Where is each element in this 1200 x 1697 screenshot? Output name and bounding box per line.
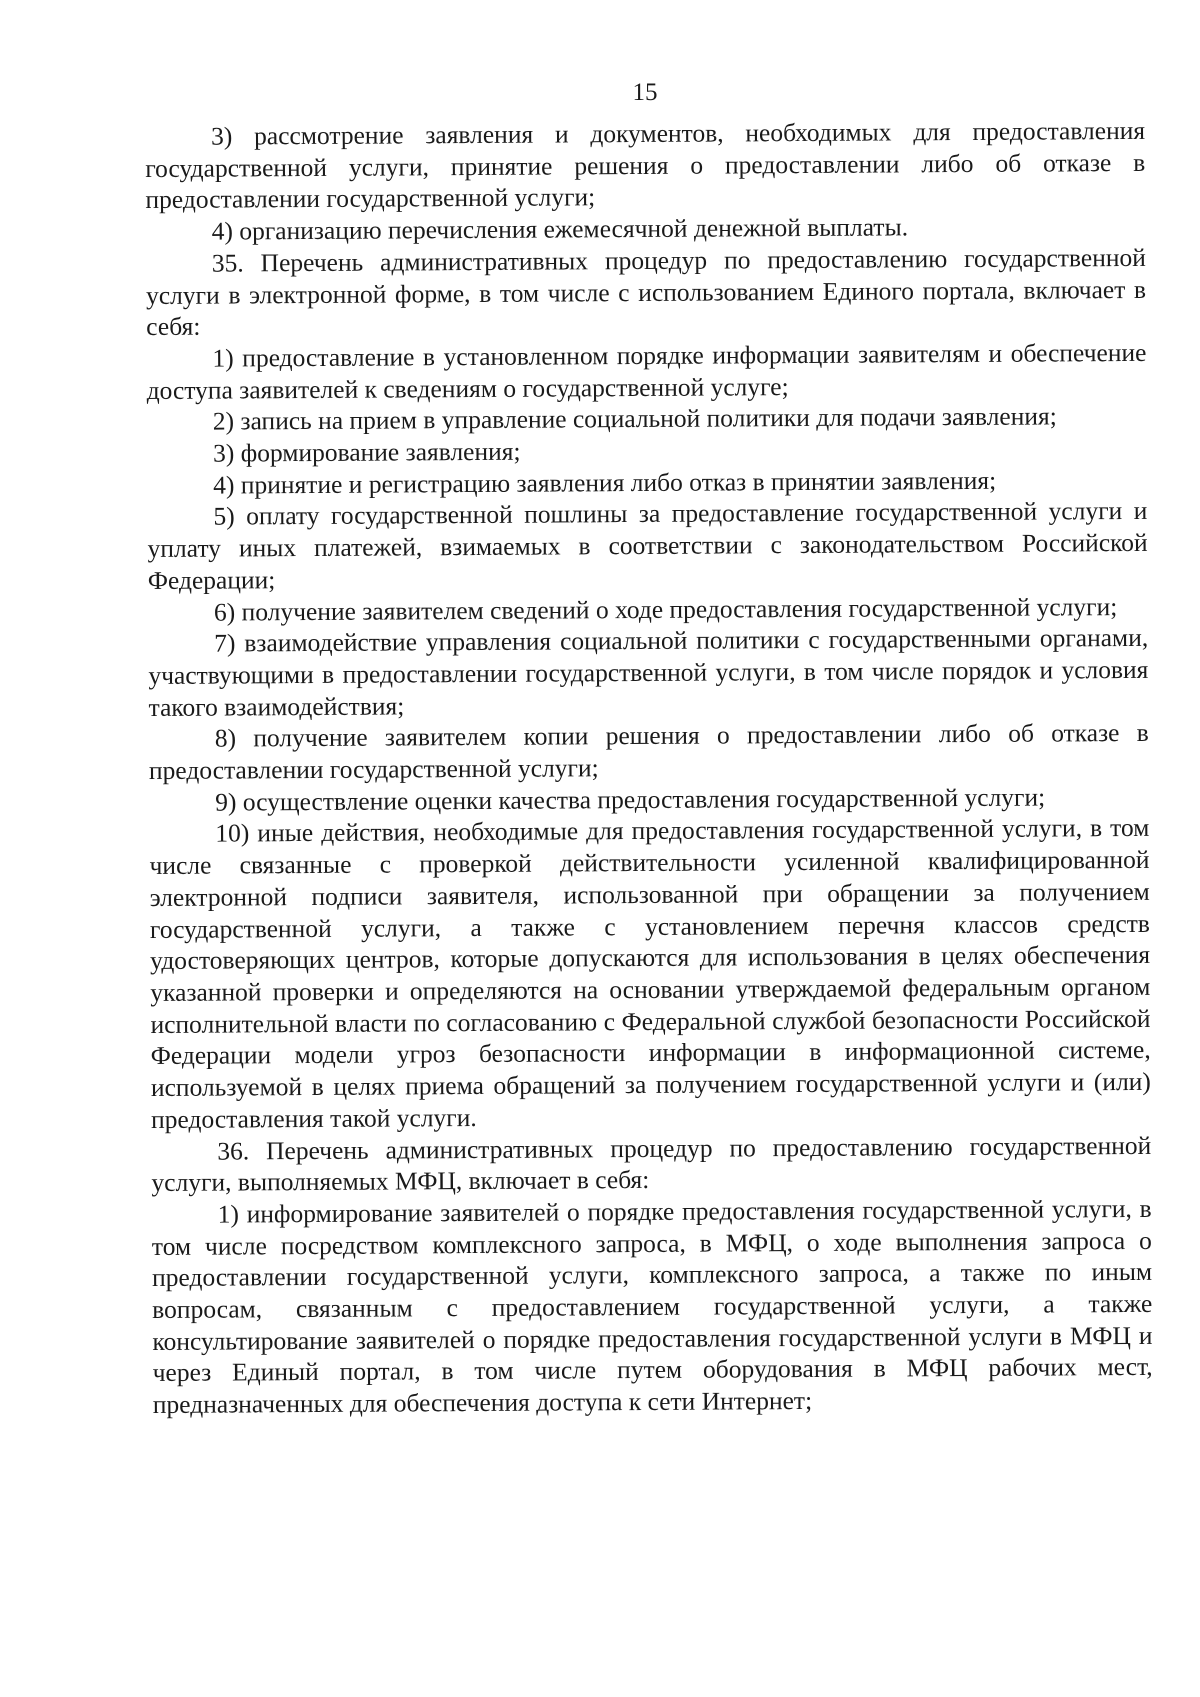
paragraph-35-electronic-procedures: 35. Перечень административных процедур по предоставлению государственной услуги в электронной форме, в том числе с использованием Единого портала, включает в себя: bbox=[145, 242, 1147, 342]
paragraph-35-item-8: 8) получение заявителем копии решения о предоставлении либо об отказе в предоставлении государственной услуги; bbox=[148, 718, 1149, 786]
paragraph-35-item-3: 3) формирование заявления; bbox=[212, 436, 521, 468]
paragraph-item-4-payment: 4) организацию перечисления ежемесячной денежной выплаты. bbox=[211, 212, 909, 246]
paragraph-35-item-2: 2) запись на прием в управление социальной политики для подачи заявления; bbox=[212, 401, 1057, 436]
paragraph-35-item-4: 4) принятие и регистрацию заявления либо отказ в принятии заявления; bbox=[213, 465, 997, 500]
paragraph-36-mfc-procedures: 36. Перечень административных процедур по предоставлению государственной услуги, выполняемых МФЦ, включает в себя: bbox=[151, 1130, 1152, 1198]
paragraph-35-item-6: 6) получение заявителем сведений о ходе предоставления государственной услуги; bbox=[213, 591, 1118, 627]
paragraph-35-item-10: 10) иные действия, необходимые для предоставления государственной услуги, в том числе связанные с проверкой действительности усиленной квалифицированной электронной подписи заявителя, использованной при обращении за получением государственной услуги, а также с установлением перечня классов средств удостоверяющих центров, которые допускаются для использования в целях обеспечения указанной проверки и определяются на основании утверждаемой федеральным органом исполнительной власти по согласованию с Федеральной службой безопасности Российской Федерации модели угроз безопасности информации в информационной системе, используемой в целях приема обращений за получением государственной услуги и (или) предоставления такой услуги. bbox=[149, 813, 1151, 1134]
paragraph-35-item-5: 5) оплату государственной пошлины за предоставление государственной услуги и уплату иных платежей, взимаемых в соответствии с законодательством Российской Федерации; bbox=[147, 496, 1148, 595]
document-body bbox=[145, 115, 1153, 1421]
page-number: 15 bbox=[632, 79, 658, 106]
paragraph-item-3-review: 3) рассмотрение заявления и документов, необходимых для предоставления государственной услуги, принятие решения о предоставлении либо об отказе в предоставлении государственной услуги; bbox=[145, 115, 1146, 215]
paragraph-35-item-7: 7) взаимодействие управления социальной политики с государственными органами, участвующими в предоставлении государственной услуги, в том числе порядок и условия такого взаимодействия; bbox=[148, 623, 1149, 722]
paragraph-35-item-9: 9) осуществление оценки качества предоставления государственной услуги; bbox=[215, 782, 1046, 817]
paragraph-35-item-1: 1) предоставление в установленном порядке информации заявителям и обеспечение доступа заявителей к сведениям о государственной услуге; bbox=[146, 337, 1147, 405]
paragraph-36-item-1: 1) информирование заявителей о порядке предоставления государственной услуги, в том числе посредством комплексного запроса, в МФЦ, о ходе выполнения запроса о предоставлении государственной услуги, комплексного запроса, а также по иным вопросам, связанным с предоставлением государственной услуги, а также консультирование заявителей о порядке предоставления государственной услуги в МФЦ и через Единый портал, в том числе путем оборудования в МФЦ рабочих мест, предназначенных для обеспечения доступа к сети Интернет; bbox=[151, 1193, 1153, 1420]
